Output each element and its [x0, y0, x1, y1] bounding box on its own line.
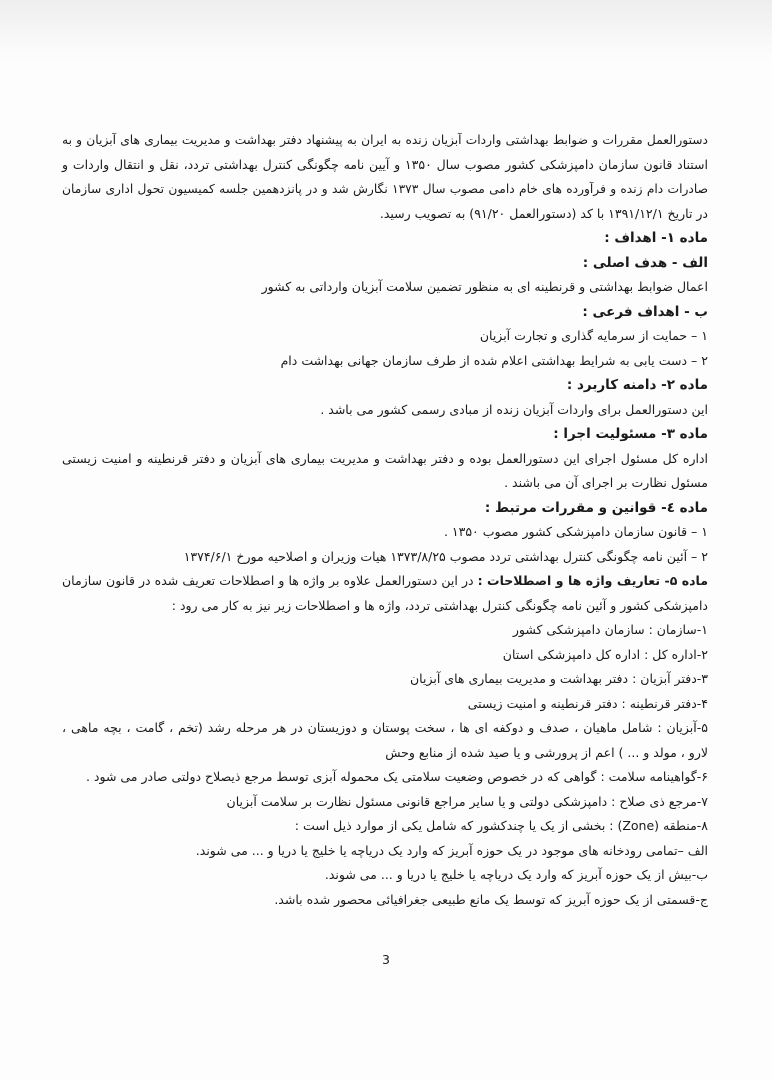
- intro-line-1: دستورالعمل مقررات و ضوابط بهداشتی واردات آبزیان زنده به ایران به پیشنهاد دفتر بهداشت و مدیریت بیماری های آبزیان و به: [62, 133, 708, 147]
- article-3-line-1: اداره کل مسئول اجرای این دستورالعمل بوده و دفتر بهداشت و مدیریت بیماری های آبزیان و دفتر قرنطینه و امنیت زیستی: [62, 450, 708, 466]
- article-4-item-1: ۱ – قانون سازمان دامپزشکی کشور مصوب ۱۳۵۰ .: [443, 524, 708, 539]
- article-5-intro-line-2: دامپزشکی کشور و آئین نامه چگونگی کنترل بهداشتی تردد، واژه ها و اصطلاحات زیر نیز به کار می رود :: [171, 597, 708, 613]
- definition-7: ۷-مرجع ذی صلاح : دامپزشکی دولتی و یا سایر مراجع قانونی مسئول نظارت بر سلامت آبزیان: [226, 793, 708, 809]
- document-body: [62, 128, 708, 912]
- sub-goal-2: ۲ – دست یابی به شرایط بهداشتی اعلام شده از طرف سازمان جهانی بهداشت دام: [280, 352, 708, 368]
- definition-8-a: الف –تمامی رودخانه های موجود در یک حوزه آبریز که وارد یک دریاچه یا خلیج یا دریا و ... می شوند.: [195, 842, 708, 858]
- page-top-shadow: [0, 0, 772, 60]
- definition-5-line-1: ۵-آبزیان : شامل ماهیان ، صدف و دوکفه ای ها ، سخت پوستان و دوزیستان در هر مرحله رشد (تخم ، گامت ، بچه ماهی ،: [62, 720, 708, 735]
- main-goal-text: اعمال ضوابط بهداشتی و قرنطینه ای به منظور تضمین سلامت آبزیان وارداتی به کشور: [261, 279, 708, 294]
- definition-5-line-2: لارو ، مولد و ... ) اعم از پرورشی و یا صید شده از منابع وحش: [385, 744, 708, 760]
- definition-8: ۸-منطقه (Zone) : بخشی از یک یا چندکشور که شامل یکی از موارد ذیل است :: [294, 818, 708, 833]
- sub-goals-heading: ب - اهداف فرعی :: [582, 303, 708, 320]
- definition-4: ۴-دفتر قرنطینه : دفتر قرنطینه و امنیت زیستی: [467, 695, 708, 711]
- definition-2: ۲-اداره کل : اداره کل دامپزشکی استان: [502, 646, 708, 662]
- intro-line-2: استناد قانون سازمان دامپزشکی کشور مصوب سال ۱۳۵۰ و آیین نامه چگونگی کنترل بهداشتی تردد، نقل و انتقال واردات و: [62, 156, 708, 172]
- article-5-heading: ماده ۵- تعاریف واژه ها و اصطلاحات :: [477, 573, 708, 588]
- definition-6: ۶-گواهینامه سلامت : گواهی که در خصوص وضعیت سلامتی یک محموله آبزی توسط مرجع ذیصلاح دولتی صادر می شود .: [85, 769, 708, 784]
- article-3-heading: ماده ۳- مسئولیت اجرا :: [553, 426, 708, 442]
- article-2-text: این دستورالعمل برای واردات آبزیان زنده از مبادی رسمی کشور می باشد .: [320, 401, 708, 417]
- page-number: 3: [382, 952, 390, 967]
- definition-1: ۱-سازمان : سازمان دامپزشکی کشور: [512, 622, 708, 637]
- article-3-line-2: مسئول نظارت بر اجرای آن می باشند .: [504, 475, 708, 490]
- article-2-heading: ماده ۲- دامنه کاربرد :: [566, 377, 708, 393]
- intro-line-3: صادرات دام زنده و فرآورده های خام دامی مصوب سال ۱۳۷۳ نگارش شد و در پانزدهمین جلسه کمیسیون تحول اداری سازمان: [62, 182, 708, 196]
- definition-8-c: ج-قسمتی از یک حوزه آبریز که توسط یک مانع طبیعی جغرافیائی محصور شده باشد.: [274, 891, 708, 907]
- article-5-intro-line-1: [62, 569, 708, 594]
- definition-8-b: ب-بیش از یک حوزه آبریز که وارد یک دریاچه یا خلیج یا دریا و ... می شوند.: [324, 867, 708, 882]
- sub-goal-1: ۱ – حمایت از سرمایه گذاری و تجارت آبزیان: [479, 328, 708, 343]
- article-1-heading: ماده ۱- اهداف :: [604, 230, 708, 246]
- article-4-item-2: ۲ – آئین نامه چگونگی کنترل بهداشتی تردد مصوب ۱۳۷۳/۸/۲۵ هیات وزیران و اصلاحیه مورخ ۱۳۷۴/۶/۱: [183, 548, 708, 564]
- definition-3: ۳-دفتر آبزیان : دفتر بهداشت و مدیریت بیماری های آبزیان: [410, 671, 708, 686]
- main-goal-heading: الف - هدف اصلی :: [582, 254, 708, 271]
- article-5-intro-rest: در این دستورالعمل علاوه بر واژه ها و اصطلاحات تعریف شده در قانون سازمان: [62, 573, 478, 588]
- article-4-heading: ماده ٤- قوانین و مقررات مرتبط :: [484, 499, 708, 516]
- intro-line-4: در تاریخ ۱۳۹۱/۱۲/۱ با کد (دستورالعمل ۹۱/۲۰) به تصویب رسید.: [379, 205, 708, 221]
